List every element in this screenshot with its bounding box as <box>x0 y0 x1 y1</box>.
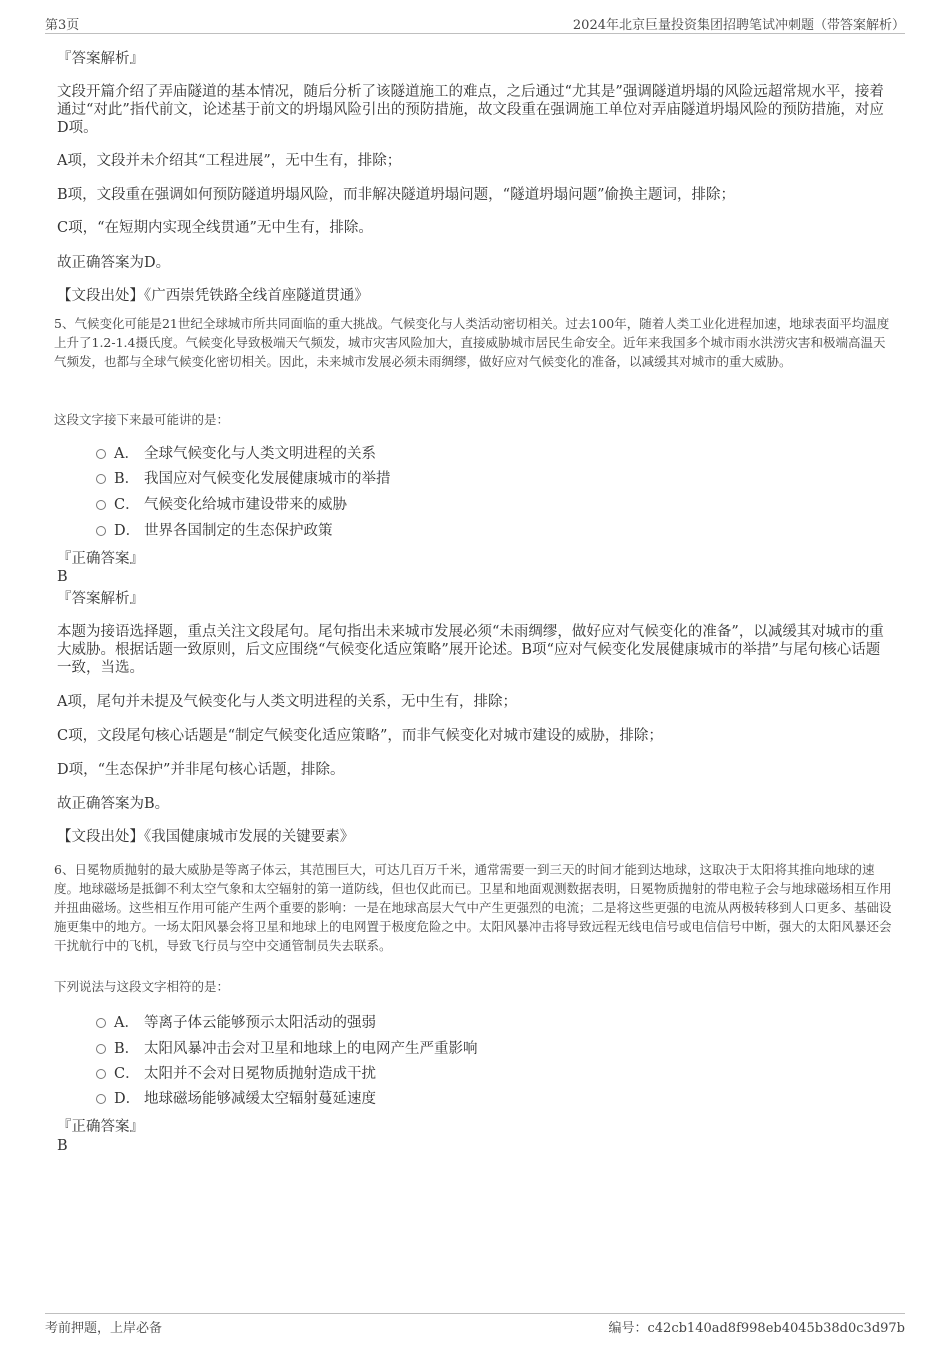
option-text: 全球气候变化与人类文明进程的关系 <box>144 446 376 462</box>
option-key: D． <box>114 1091 141 1107</box>
question-prompt: 下列说法与这段文字相符的是： <box>54 979 230 994</box>
option-c[interactable] <box>96 1065 376 1083</box>
radio-icon[interactable] <box>96 1094 106 1104</box>
analysis-label: 『答案解析』 <box>57 591 144 607</box>
option-text: 太阳并不会对日冕物质抛射造成干扰 <box>144 1066 376 1082</box>
option-b-note: B项，文段重在强调如何预防隧道坍塌风险，而非解决隧道坍塌问题，“隧道坍塌问题”偷换主题词，排除； <box>57 187 735 203</box>
option-b[interactable] <box>96 470 391 488</box>
option-c-note: C项，文段尾句核心话题是“制定气候变化适应策略”，而非气候变化对城市建设的威胁，排除； <box>57 728 663 744</box>
page-header <box>45 14 905 34</box>
option-a[interactable] <box>96 445 376 463</box>
option-b[interactable] <box>96 1040 478 1058</box>
source-citation: 【文段出处】《广西崇凭铁路全线首座隧道贯通》 <box>57 288 369 304</box>
page-footer <box>45 1313 905 1335</box>
footer-slogan: 考前押题，上岸必备 <box>45 1321 163 1336</box>
page-number: 第3页 <box>45 18 80 33</box>
radio-icon[interactable] <box>96 500 106 510</box>
option-key: C． <box>114 1066 140 1082</box>
option-c-note: C项，“在短期内实现全线贯通”无中生有，排除。 <box>57 220 373 236</box>
question-stem: 5、气候变化可能是21世纪全球城市所共同面临的重大挑战。气候变化与人类活动密切相关。过去100年，随着人类工业化进程加速，地球表面平均温度上升了1.2-1.4摄氏度。气候变化导致极端天气频发，城市灾害风险加大，直接威胁城市居民生命安全。近年来我国多个城市雨水洪涝灾害和极端高温天气频发，也都与全球气候变化密切相关。因此，未来城市发展必须未雨绸缪，做好应对气候变化的准备，以减缓其对城市的重大威胁。 <box>54 316 890 369</box>
answer-value: B <box>57 569 68 585</box>
option-key: D． <box>114 523 141 539</box>
answer-label: 『正确答案』 <box>57 551 144 567</box>
answer-value: B <box>57 1138 68 1154</box>
radio-icon[interactable] <box>96 526 106 536</box>
option-d[interactable] <box>96 1090 376 1108</box>
radio-icon[interactable] <box>96 474 106 484</box>
option-key: B． <box>114 1041 140 1057</box>
option-key: B． <box>114 471 140 487</box>
option-c[interactable] <box>96 496 347 514</box>
analysis-label: 『答案解析』 <box>57 51 144 67</box>
conclusion: 故正确答案为B。 <box>57 796 170 812</box>
radio-icon[interactable] <box>96 449 106 459</box>
option-key: A． <box>114 446 139 462</box>
question-stem: 6、日冕物质抛射的最大威胁是等离子体云，其范围巨大，可达几百万千米，通常需要一到三天的时间才能到达地球，这取决于太阳将其推向地球的速度。地球磁场是抵御不利太空气象和太空辐射的第一道防线，但也仅此而已。卫星和地面观测数据表明，日冕物质抛射的带电粒子会与地球磁场相互作用并扭曲磁场。这些相互作用可能产生两个重要的影响：一是在地球高层大气中产生更强烈的电流；二是将这些更强的电流从两极转移到人口更多、基础设施更集中的地方。一场太阳风暴会将卫星和地球上的电网置于极度危险之中。太阳风暴冲击将导致远程无线电信号或电信信号中断，强大的太阳风暴还会干扰航行中的飞机，导致飞行员与空中交通管制员失去联系。 <box>54 862 892 953</box>
option-a[interactable] <box>96 1014 376 1032</box>
radio-icon[interactable] <box>96 1044 106 1054</box>
option-key: A． <box>114 1015 139 1031</box>
document-title: 2024年北京巨量投资集团招聘笔试冲刺题（带答案解析） <box>572 18 905 33</box>
answer-label: 『正确答案』 <box>57 1119 144 1135</box>
document-id: 编号：c42cb140ad8f998eb4045b38d0c3d97b <box>608 1321 905 1336</box>
analysis-text: 文段开篇介绍了弄庙隧道的基本情况，随后分析了该隧道施工的难点，之后通过“尤其是”强调隧道坍塌的风险远超常规水平，接着通过“对此”指代前文，论述基于前文的坍塌风险引出的预防措施，故文段重在强调施工单位对弄庙隧道坍塌风险的预防措施，对应D项。 <box>57 84 884 136</box>
conclusion: 故正确答案为D。 <box>57 255 171 271</box>
radio-icon[interactable] <box>96 1069 106 1079</box>
option-key: C． <box>114 497 140 513</box>
option-text: 太阳风暴冲击会对卫星和地球上的电网产生严重影响 <box>144 1041 478 1057</box>
option-a-note: A项，尾句并未提及气候变化与人类文明进程的关系，无中生有，排除； <box>57 694 517 710</box>
option-text: 气候变化给城市建设带来的威胁 <box>144 497 347 513</box>
option-text: 我国应对气候变化发展健康城市的举措 <box>144 471 391 487</box>
option-d[interactable] <box>96 522 333 540</box>
source-citation: 【文段出处】《我国健康城市发展的关键要素》 <box>57 829 355 845</box>
option-text: 等离子体云能够预示太阳活动的强弱 <box>144 1015 376 1031</box>
radio-icon[interactable] <box>96 1018 106 1028</box>
option-d-note: D项，“生态保护”并非尾句核心话题，排除。 <box>57 762 345 778</box>
option-text: 地球磁场能够减缓太空辐射蔓延速度 <box>144 1091 376 1107</box>
option-text: 世界各国制定的生态保护政策 <box>144 523 333 539</box>
analysis-text: 本题为接语选择题，重点关注文段尾句。尾句指出未来城市发展必须“未雨绸缪，做好应对气候变化的准备”，以减缓其对城市的重大威胁。根据话题一致原则，后文应围绕“气候变化适应策略”展开论述。B项“应对气候变化发展健康城市的举措”与尾句核心话题一致，当选。 <box>57 624 884 676</box>
question-prompt: 这段文字接下来最可能讲的是： <box>54 412 230 427</box>
option-a-note: A项，文段并未介绍其“工程进展”，无中生有，排除； <box>57 153 402 169</box>
